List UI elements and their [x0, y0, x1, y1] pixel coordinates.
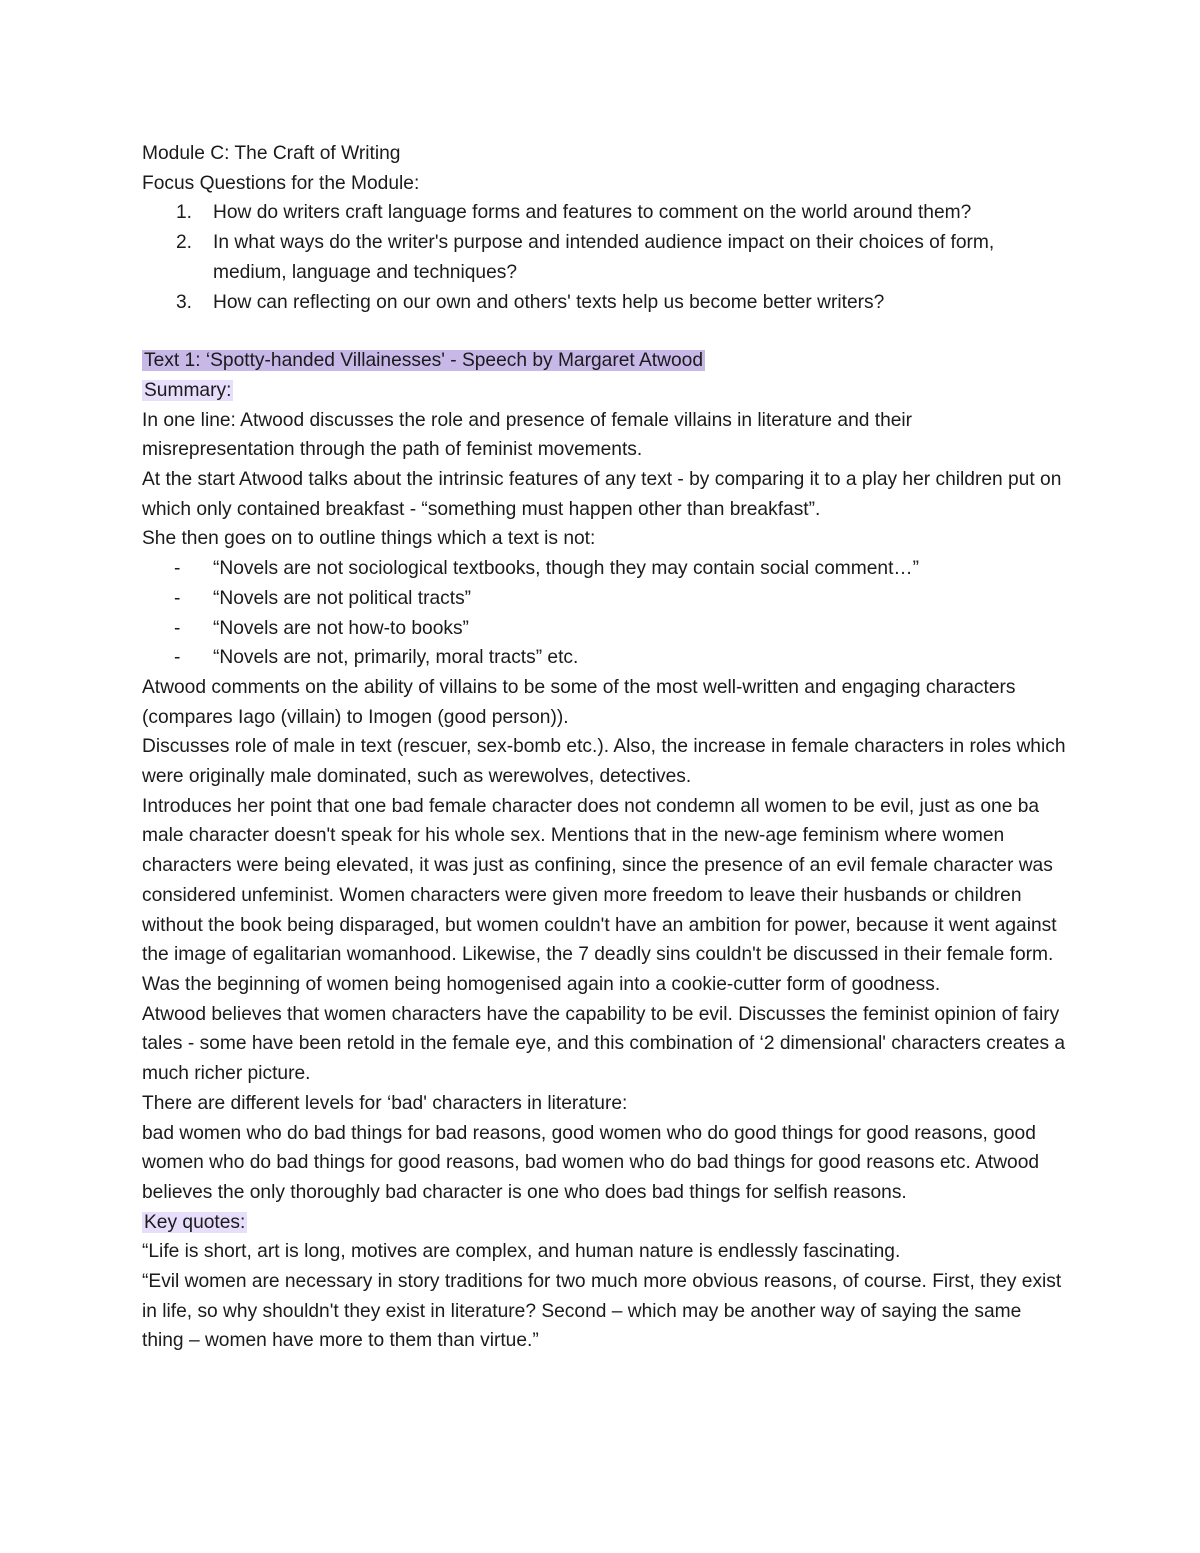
summary-paragraph: There are different levels for ‘bad' characters in literature: [142, 1092, 628, 1114]
document-title: Module C: The Craft of Writing [142, 143, 401, 164]
key-quotes-label: Key quotes: [144, 1211, 246, 1233]
text1-heading-line [142, 346, 1067, 376]
dash-bullet-icon: - [174, 558, 181, 580]
document-page [142, 139, 1067, 1356]
summary-paragraph: Atwood believes that women characters have the capability to be evil. Discusses the feminist opinion of fairy tales - some have been retold in the female eye, and this combination of ‘2 dimensional' characters creates a much richer picture. [142, 1003, 1066, 1085]
focus-question-item [142, 288, 1067, 318]
dash-item-text: “Novels are not political tracts” [213, 587, 472, 609]
key-quotes-label-line [142, 1208, 1067, 1238]
list-number: 1. [176, 202, 193, 224]
focus-questions-heading: Focus Questions for the Module: [142, 172, 420, 194]
key-quote: “Evil women are necessary in story traditions for two much more obvious reasons, of course. First, they exist in life, so why shouldn't they exist in literature? Second – which may be another way of saying the same thing – women have more to them than virtue.” [142, 1271, 1062, 1352]
key-quote: “Life is short, art is long, motives are complex, and human nature is endlessly fascinating. [142, 1241, 901, 1263]
summary-paragraph: Atwood comments on the ability of villains to be some of the most well-written and engaging characters (compares Iago (villain) to Imogen (good person)). [142, 676, 1016, 728]
dash-bullet-icon: - [174, 587, 181, 609]
list-number: 3. [176, 291, 193, 313]
dash-list-item [142, 643, 1067, 673]
focus-question-text: In what ways do the writer's purpose and intended audience impact on their choices of form, medium, language and techniques? [213, 232, 995, 283]
summary-paragraph: Introduces her point that one bad female character does not condemn all women to be evil, just as one ba male character doesn't speak for his whole sex. Mentions that in the new-age feminism where women characters were being elevated, it was just as confining, since the presence of an evil female character was considered unfeminist. Women characters were given more freedom to leave their husbands or children without the book being disparaged, but women couldn't have an ambition for power, because it went against the image of egalitarian womanhood. Likewise, the 7 deadly sins couldn't be discussed in their female form. Was the beginning of women being homogenised again into a cookie-cutter form of goodness. [142, 795, 1057, 995]
summary-paragraph: bad women who do bad things for bad reasons, good women who do good things for good reasons, good women who do bad things for good reasons, bad women who do bad things for good reasons etc. Atwood believes the only thoroughly bad character is one who does bad things for selfish reasons. [142, 1122, 1040, 1203]
dash-list-item [142, 614, 1067, 644]
summary-label: Summary: [144, 379, 232, 401]
focus-question-item [142, 228, 1067, 287]
dash-bullet-icon: - [174, 647, 181, 669]
summary-label-line [142, 376, 1067, 406]
summary-paragraph: At the start Atwood talks about the intrinsic features of any text - by comparing it to a play her children put on which only contained breakfast - “something must happen other than breakfast”. [142, 469, 1062, 520]
dash-bullet-icon: - [174, 617, 181, 639]
list-number: 2. [176, 232, 193, 254]
dash-list-item [142, 554, 1067, 584]
dash-list-item [142, 584, 1067, 614]
text1-heading: Text 1: ‘Spotty-handed Villainesses' - Speech by Margaret Atwood [144, 350, 703, 372]
summary-paragraph: She then goes on to outline things which a text is not: [142, 528, 596, 550]
focus-questions-list [142, 198, 1067, 317]
focus-question-text: How do writers craft language forms and features to comment on the world around them? [213, 202, 972, 224]
summary-paragraph: Discusses role of male in text (rescuer, sex-bomb etc.). Also, the increase in female characters in roles which were originally male dominated, such as werewolves, detectives. [142, 736, 1066, 788]
section-spacer [142, 317, 1067, 346]
dash-item-text: “Novels are not, primarily, moral tracts” etc. [213, 647, 579, 669]
focus-question-text: How can reflecting on our own and others' texts help us become better writers? [213, 291, 885, 313]
focus-question-item [142, 198, 1067, 228]
dash-item-text: “Novels are not sociological textbooks, though they may contain social comment…” [213, 558, 920, 580]
dash-item-text: “Novels are not how-to books” [213, 617, 469, 639]
summary-paragraph: In one line: Atwood discusses the role and presence of female villains in literature and their misrepresentation through the path of feminist movements. [142, 409, 913, 461]
novels-are-not-list [142, 554, 1067, 673]
